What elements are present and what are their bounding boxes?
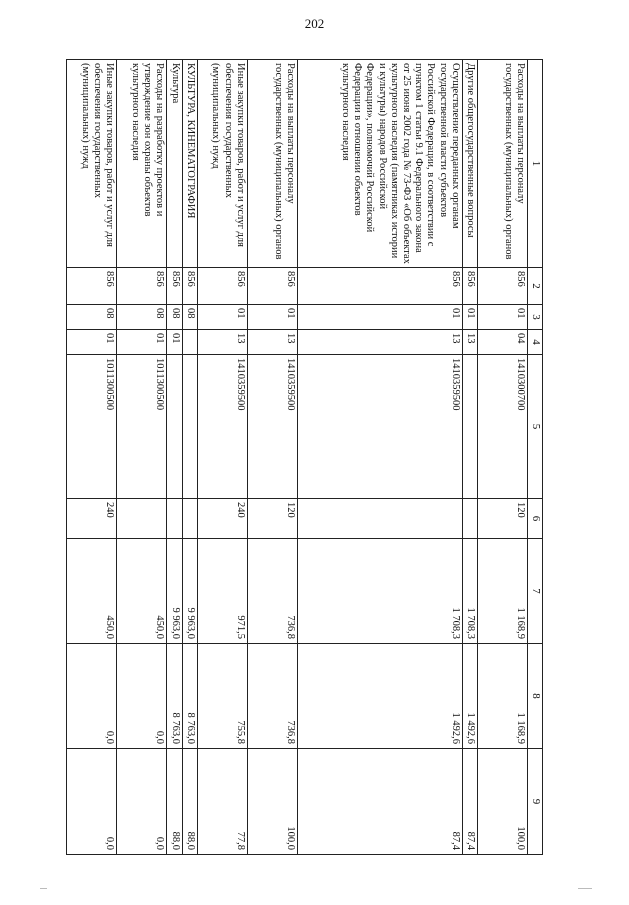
- row-value-cell: 856: [247, 268, 297, 305]
- row-value-cell: 856: [117, 268, 167, 305]
- row-value-cell: 856: [67, 268, 117, 305]
- row-value-cell: [462, 499, 477, 539]
- row-value-cell: 1011300500: [117, 355, 167, 499]
- row-value-cell: 755,8: [197, 644, 247, 749]
- row-value-cell: 01: [197, 305, 247, 330]
- row-value-cell: 1011300500: [67, 355, 117, 499]
- header-cell: 5: [528, 355, 543, 499]
- row-description-cell: КУЛЬТУРА, КИНЕМАТОГРАФИЯ: [182, 60, 197, 268]
- row-value-cell: 100,0: [247, 749, 297, 855]
- row-value-cell: 856: [297, 268, 462, 305]
- row-value-cell: 1 708,3: [462, 539, 477, 644]
- row-value-cell: 08: [182, 305, 197, 330]
- row-description-cell: Другие общегосударственные вопросы: [462, 60, 477, 268]
- scan-mark: [578, 888, 592, 889]
- row-value-cell: 08: [117, 305, 167, 330]
- row-value-cell: 856: [462, 268, 477, 305]
- row-description-cell: Иные закупки товаров, работ и услуг для обеспечения государственных (муниципальных) нужд: [67, 60, 117, 268]
- row-value-cell: [167, 499, 182, 539]
- row-value-cell: 01: [478, 305, 528, 330]
- row-description-cell: Расходы на выплаты персоналу государственных (муниципальных) органов: [247, 60, 297, 268]
- row-description-cell: Культура: [167, 60, 182, 268]
- row-value-cell: 856: [167, 268, 182, 305]
- header-cell: 9: [528, 749, 543, 855]
- row-value-cell: 0,0: [117, 749, 167, 855]
- row-value-cell: 856: [478, 268, 528, 305]
- row-value-cell: 88,0: [167, 749, 182, 855]
- row-value-cell: [182, 355, 197, 499]
- table-row: [297, 60, 462, 855]
- row-value-cell: 13: [297, 330, 462, 355]
- table-row: [247, 60, 297, 855]
- row-value-cell: 13: [247, 330, 297, 355]
- row-value-cell: 87,4: [462, 749, 477, 855]
- row-value-cell: 1 168,9: [478, 644, 528, 749]
- row-value-cell: 01: [67, 330, 117, 355]
- row-value-cell: 856: [197, 268, 247, 305]
- table-row: [462, 60, 477, 855]
- row-value-cell: 1410359500: [247, 355, 297, 499]
- table-row: [167, 60, 182, 855]
- scan-mark: [40, 888, 47, 889]
- row-value-cell: 736,8: [247, 539, 297, 644]
- table-row: [117, 60, 167, 855]
- row-description-cell: Иные закупки товаров, работ и услуг для обеспечения государственных (муниципальных) нужд: [197, 60, 247, 268]
- row-value-cell: 9 963,0: [182, 539, 197, 644]
- row-value-cell: 01: [247, 305, 297, 330]
- row-value-cell: 88,0: [182, 749, 197, 855]
- row-value-cell: [167, 355, 182, 499]
- row-value-cell: 971,5: [197, 539, 247, 644]
- row-value-cell: 450,0: [67, 539, 117, 644]
- row-value-cell: 0,0: [117, 644, 167, 749]
- header-cell: 8: [528, 644, 543, 749]
- table-row: [478, 60, 528, 855]
- row-value-cell: 08: [167, 305, 182, 330]
- budget-table: [66, 59, 543, 855]
- row-value-cell: 1 492,6: [462, 644, 477, 749]
- row-value-cell: 01: [167, 330, 182, 355]
- row-description-cell: Расходы на разработку проектов и утверждение зон охраны объектов культурного наследия: [117, 60, 167, 268]
- row-value-cell: 77,8: [197, 749, 247, 855]
- table-row: [182, 60, 197, 855]
- row-value-cell: 1410300700: [478, 355, 528, 499]
- row-value-cell: 01: [462, 305, 477, 330]
- row-value-cell: 0,0: [67, 644, 117, 749]
- row-value-cell: 450,0: [117, 539, 167, 644]
- row-value-cell: 01: [117, 330, 167, 355]
- row-value-cell: [117, 499, 167, 539]
- rotated-table-wrapper: [79, 59, 543, 854]
- header-cell: 6: [528, 499, 543, 539]
- header-cell: 1: [528, 60, 543, 268]
- header-cell: 3: [528, 305, 543, 330]
- row-value-cell: 856: [182, 268, 197, 305]
- row-value-cell: 120: [478, 499, 528, 539]
- row-value-cell: 1 708,3: [297, 539, 462, 644]
- budget-table-frame: [79, 59, 543, 854]
- row-value-cell: 240: [197, 499, 247, 539]
- row-value-cell: 04: [478, 330, 528, 355]
- row-description-cell: Расходы на выплаты персоналу государственных (муниципальных) органов: [478, 60, 528, 268]
- row-value-cell: 736,8: [247, 644, 297, 749]
- table-row: [197, 60, 247, 855]
- table-row: [67, 60, 117, 855]
- header-cell: 4: [528, 330, 543, 355]
- row-value-cell: 87,4: [297, 749, 462, 855]
- row-value-cell: 1410359500: [197, 355, 247, 499]
- header-cell: 2: [528, 268, 543, 305]
- row-value-cell: 120: [247, 499, 297, 539]
- row-value-cell: [182, 330, 197, 355]
- row-value-cell: 08: [67, 305, 117, 330]
- row-value-cell: 100,0: [478, 749, 528, 855]
- row-value-cell: 8 763,0: [182, 644, 197, 749]
- header-cell: 7: [528, 539, 543, 644]
- row-value-cell: [462, 355, 477, 499]
- row-value-cell: 240: [67, 499, 117, 539]
- page-number: 202: [304, 16, 325, 31]
- row-value-cell: [297, 499, 462, 539]
- row-value-cell: 0,0: [67, 749, 117, 855]
- row-value-cell: 13: [197, 330, 247, 355]
- row-value-cell: 01: [297, 305, 462, 330]
- row-value-cell: 13: [462, 330, 477, 355]
- row-value-cell: 9 963,0: [167, 539, 182, 644]
- header-row: [528, 60, 543, 855]
- row-value-cell: 1410359500: [297, 355, 462, 499]
- row-value-cell: [182, 499, 197, 539]
- row-value-cell: 1 492,6: [297, 644, 462, 749]
- row-value-cell: 8 763,0: [167, 644, 182, 749]
- row-value-cell: 1 168,9: [478, 539, 528, 644]
- row-description-cell: Осуществление переданных органам государственной власти субъектов Российской Федерации, в соответствии с пунктом 1 статьи 9.1 Федерального закона от 25 июня 2002 года № 73-ФЗ «Об объектах культурного наследия (памятниках истории и культуры) народов Российской Федерации», полномочий Российской Федерации в отношении объектов культурного наследия: [297, 60, 462, 268]
